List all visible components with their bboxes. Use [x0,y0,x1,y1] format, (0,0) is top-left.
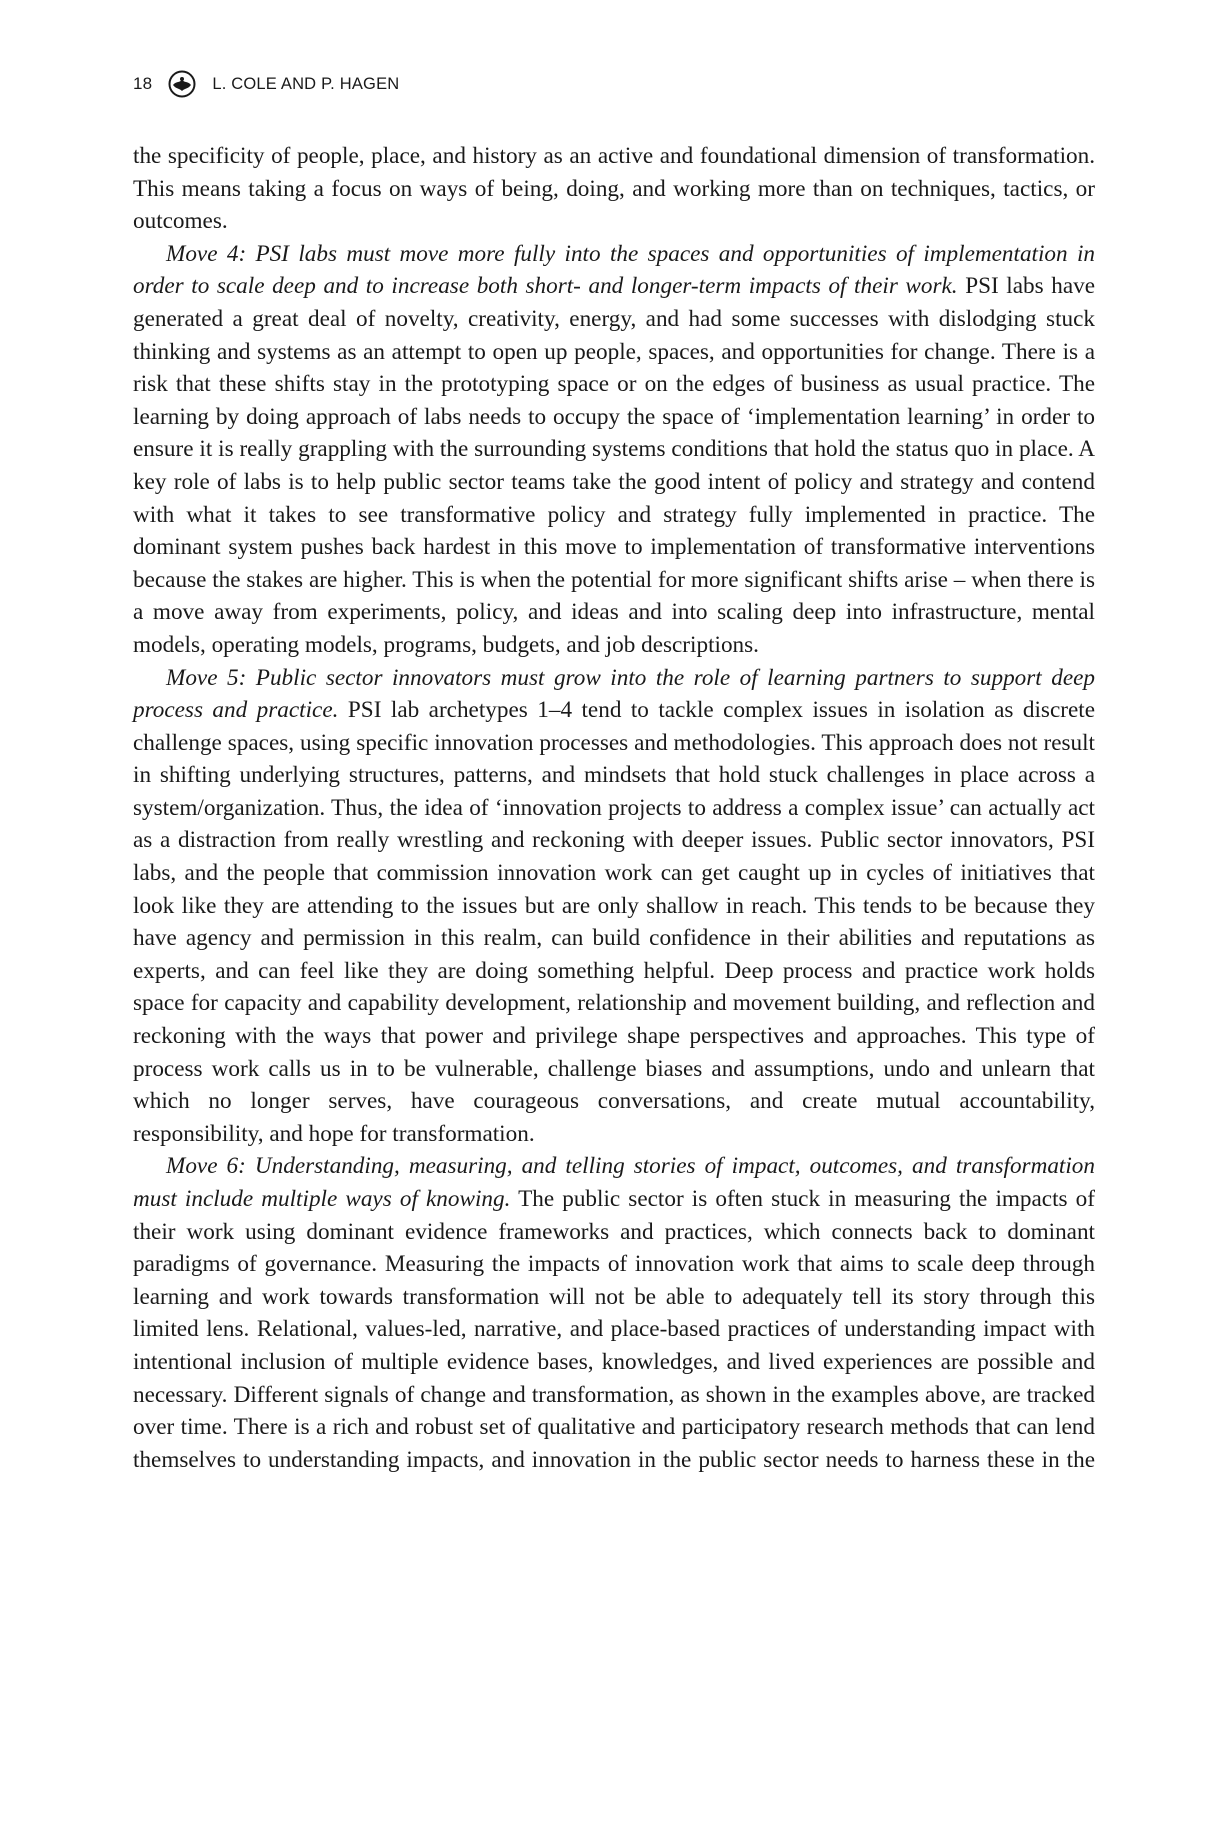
paragraph-move-6 [133,1150,1095,1476]
paragraph-continuation: the specificity of people, place, and history as an active and foundational dimension of transformation. This means taking a focus on ways of being, doing, and working more than on techniques, tactics, or outcomes. [133,143,1095,235]
move-6-heading: Move 6: Understanding, measuring, and telling stories of impact, outcomes, and transformation must include multiple ways of knowing. [133,1153,1095,1212]
paragraph-move-4 [133,238,1095,662]
running-header [133,70,399,98]
article-body [133,140,1095,1476]
move-6-text: The public sector is often stuck in measuring the impacts of their work using dominant evidence frameworks and practices, which connects back to dominant paradigms of governance. Measuring the impacts of innovation work that aims to scale deep through learning and work towards transformation will not be able to adequately tell its story through this limited lens. Relational, values-led, narrative, and place-based practices of understanding impact with intentional inclusion of multiple evidence bases, knowledges, and lived experiences are possible and necessary. Different signals of change and transformation, as shown in the examples above, are tracked over time. There is a rich and robust set of qualitative and participatory research methods that can lend themselves to understanding impacts, and innovation in the public sector needs to harness these in the [133,1186,1095,1473]
move-5-heading: Move 5: Public sector innovators must grow into the role of learning partners to support deep process and practice. [133,664,1095,724]
move-5-text: PSI lab archetypes 1–4 tend to tackle complex issues in isolation as discrete challenge spaces, using specific innovation processes and methodologies. This approach does not result in shifting underlying structures, patterns, and mindsets that hold stuck challenges in place across a system/organization. Thus, the idea of ‘innovation projects to address a complex issue’ can actually act as a distraction from really wrestling and reckoning with deeper issues. Public sector innovators, PSI labs, and the people that commission innovation work can get caught up in cycles of initiatives that look like they are attending to the issues but are only shallow in reach. This tends to be because they have agency and permission in this realm, can build confidence in their abilities and reputations as experts, and can feel like they are doing something helpful. Deep process and practice work holds space for capacity and capability development, relationship and movement building, and reflection and reckoning with the ways that power and privilege shape perspectives and approaches. This type of process work calls us in to be vulnerable, challenge biases and assumptions, undo and unlearn that which no longer serves, have courageous conversations, and create mutual accountability, responsibility, and hope for transformation. [133,697,1095,1147]
page-number: 18 [133,74,153,93]
move-4-heading: Move 4: PSI labs must move more fully into the spaces and opportunities of implementation in order to scale deep and to increase both short- and longer-term impacts of their work. [133,240,1095,300]
move-4-text: PSI labs have generated a great deal of novelty, creativity, energy, and had some successes with dislodging stuck thinking and systems as an attempt to open up people, spaces, and opportunities for change. There is a risk that these shifts stay in the prototyping space or on the edges of business as usual practice. The learning by doing approach of labs needs to occupy the space of ‘implementation learning’ in order to ensure it is really grappling with the surrounding systems conditions that hold the status quo in place. A key role of labs is to help public sector teams take the good intent of policy and strategy and contend with what it takes to see transformative policy and strategy fully implemented in practice. The dominant system pushes back hardest in this move to implementation of transformative interventions because the stakes are higher. This is when the potential for more significant shifts arise – when there is a move away from experiments, policy, and ideas and into scaling deep into infrastructure, mental models, operating models, programs, budgets, and job descriptions. [133,273,1095,658]
publisher-logo-icon [168,70,196,98]
running-header-authors: L. COLE AND P. HAGEN [212,74,400,93]
paragraph-move-5 [133,662,1095,1151]
